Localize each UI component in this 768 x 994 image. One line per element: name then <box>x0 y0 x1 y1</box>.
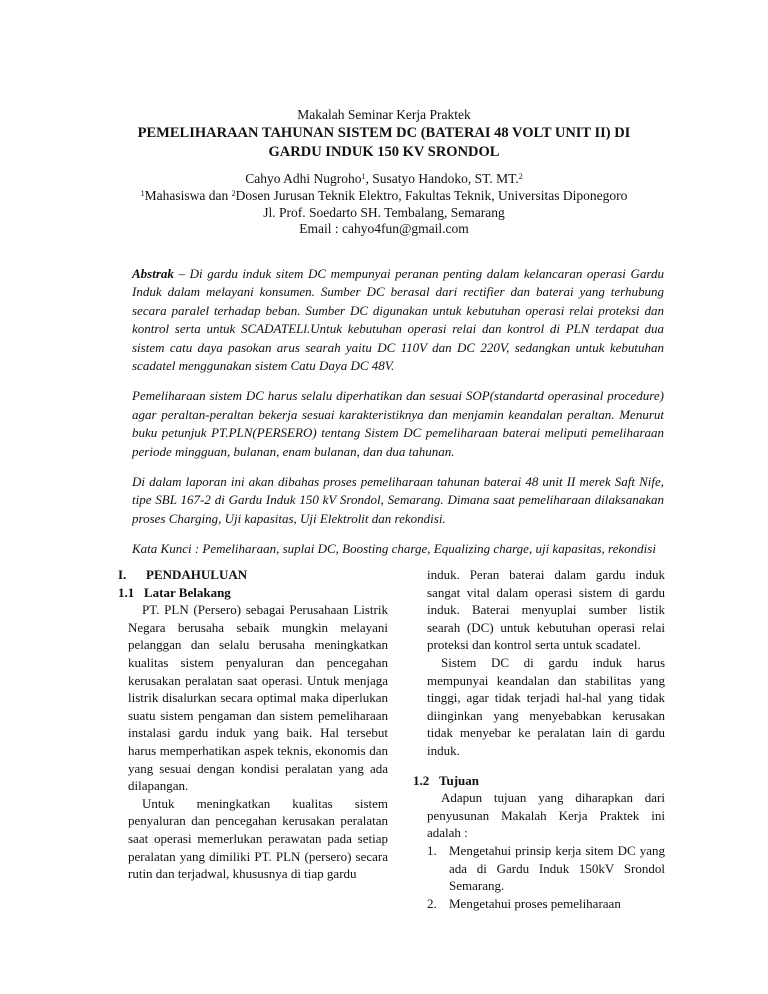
subsection-heading: 1.2 Tujuan <box>413 772 479 788</box>
body-paragraph: PT. PLN (Persero) sebagai Perusahaan Listrik Negara berusaha sebaik mungkin melayani pelanggan dan selalu berusaha meningkatkan kualitas sistem penyaluran dan pencegahan kerusakan peralatan saat operasi. Untuk menjaga listrik disalurkan secara optimal maka diperlukan suatu sistem pengaman dan sistem pemeliharaan instalasi gardu induk yang baik. Hal tersebut harus memperhatikan aspek teknis, ekonomis dan yang sesuai dengan kondisi peralatan yang ada dilapangan. <box>128 602 388 794</box>
subsection-heading: 1.1 Latar Belakang <box>118 584 231 600</box>
abstract <box>132 265 664 571</box>
address: Jl. Prof. Soedarto SH. Tembalang, Semarang <box>263 205 505 220</box>
abstract-paragraph-2: Pemeliharaan sistem DC harus selalu diperhatikan dan sesuai SOP(standartd operasinal procedure) agar peraltan-peraltan bekerja sesuai karakteristiknya dan menjamin keandalan peraltan. Menurut buku petunjuk PT.PLN(PERSERO) tentang Sistem DC pemeliharaan baterai meliputi pemeliharaan periode mingguan, bulanan, enam bulanan, dan dua tahunan. <box>132 388 664 459</box>
list-item: 1. Mengetahui prinsip kerja sitem DC yang ada di Gardu Induk 150kV Srondol Semarang. <box>427 842 665 894</box>
email: Email : cahyo4fun@gmail.com <box>299 221 469 236</box>
section-heading: I. PENDAHULUAN <box>118 567 248 582</box>
authors: Cahyo Adhi Nugroho$^1$, Susatyo Handoko, ST. MT.$^2$ <box>245 171 523 186</box>
seminar-label: Makalah Seminar Kerja Praktek <box>297 107 471 122</box>
abstract-label: Abstrak <box>132 266 174 281</box>
abstract-paragraph-3: Di dalam laporan ini akan dibahas proses pemeliharaan tahunan baterai 48 unit II merek Saft Nife, tipe SBL 167-2 di Gardu Induk 150 kV Srondol, Semarang. Dimana saat pemeliharaan dilaksanakan proses Charging, Uji kapasitas, Uji Elektrolit dan rekondisi. <box>132 474 664 526</box>
keywords: Kata Kunci : Pemeliharaan, suplai DC, Boosting charge, Equalizing charge, uji kapasitas, rekondisi <box>132 541 656 557</box>
body-paragraph: Sistem DC di gardu induk harus mempunyai keandalan dan stabilitas yang tinggi, agar tidak terjadi hal-hal yang tidak diinginkan yang menyebabkan kerusakan tidak menyebar ke peralatan lain di gardu induk. <box>427 654 665 758</box>
body-paragraph: Untuk meningkatkan kualitas sistem penyaluran dan pencegahan kerusakan peralatan saat operasi memerlukan perawatan pada setiap peralatan yang dimiliki PT. PLN (persero) secara rutin dan terjadwal, khususnya di tiap gardu <box>128 795 388 882</box>
list-item: 2. Mengetahui proses pemeliharaan <box>427 895 621 911</box>
left-column <box>118 566 388 883</box>
objectives-list <box>427 842 665 912</box>
paper-title-line2: GARDU INDUK 150 KV SRONDOL <box>268 144 500 160</box>
affiliation: $^1$Mahasiswa dan $^2$Dosen Jurusan Teknik Elektro, Fakultas Teknik, Universitas Diponegoro <box>140 188 628 203</box>
right-column <box>413 566 665 912</box>
paper-title-line1: PEMELIHARAAN TAHUNAN SISTEM DC (BATERAI 48 VOLT UNIT II) DI <box>137 125 631 141</box>
body-paragraph: induk. Peran baterai dalam gardu induk sangat vital dalam operasi sistem di gardu induk. Baterai menyuplai sumber listik searah (DC) untuk kebutuhan operasi relai proteksi dan kontrol serta untuk scadatel. <box>427 567 665 653</box>
body-paragraph: Adapun tujuan yang diharapkan dari penyusunan Makalah Kerja Praktek ini adalah : <box>427 790 665 841</box>
abstract-paragraph-1: Abstrak – Di gardu induk sitem DC mempunyai peranan penting dalam kelancaran operasi Gardu Induk dalam melayani konsumen. Sumber DC berasal dari rectifier dan baterai yang terhubung secara paralel terhadap beban. Sumber DC digunakan untuk kebutuhan operasi relai proteksi dan kontrol serta untuk SCADATELl.Untuk kebutuhan operasi relai dan kontrol di PLN terdapat dua sistem catu daya pasokan arus searah yaitu DC 110V dan DC 220V, sedangkan untuk kebutuhan scadatel menggunakan sistem Catu Daya DC 48V. <box>132 266 664 374</box>
